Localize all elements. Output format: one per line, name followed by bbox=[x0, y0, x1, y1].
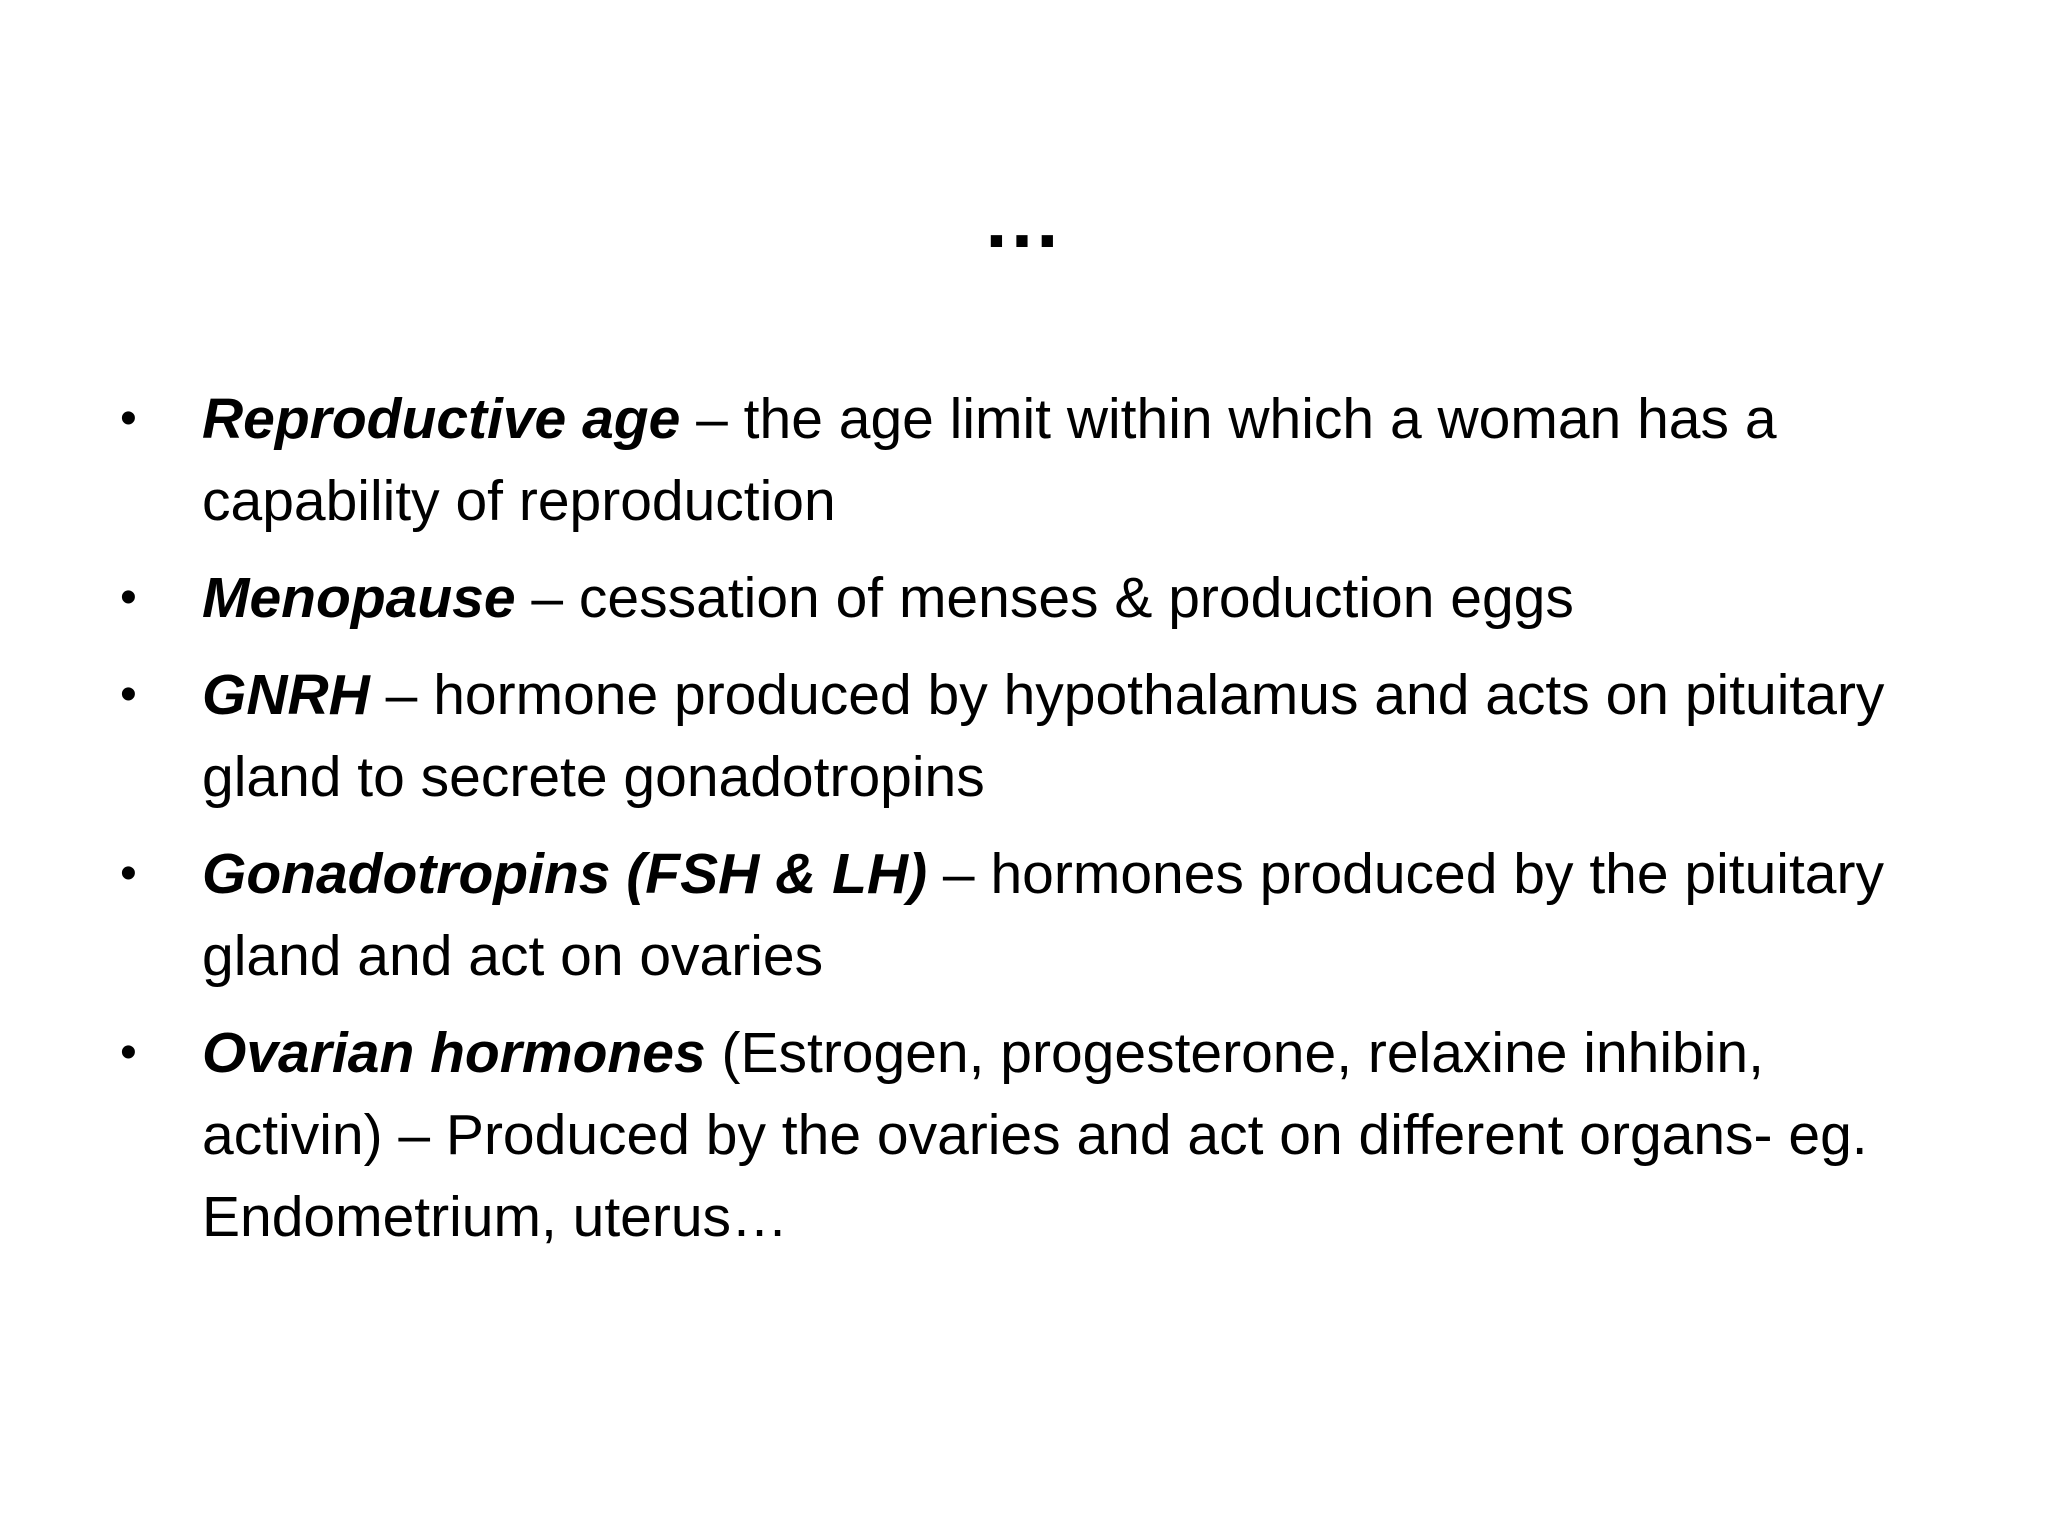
bullet-item-menopause bbox=[120, 557, 1960, 639]
bullet-icon: • bbox=[120, 1026, 137, 1079]
term-label: GNRH bbox=[202, 663, 370, 727]
bullet-list bbox=[120, 378, 1960, 1273]
bullet-item-gonadotropins bbox=[120, 833, 1960, 997]
bullet-item-reproductive-age bbox=[120, 378, 1960, 542]
definition-text: – cessation of menses & production eggs bbox=[515, 566, 1574, 630]
definition-text: – hormone produced by hypothalamus and acts on pituitary gland to secrete gonadotropins bbox=[202, 663, 1885, 809]
term-label: Reproductive age bbox=[202, 387, 681, 451]
slide-title: … bbox=[982, 175, 1066, 264]
term-label: Ovarian hormones bbox=[202, 1021, 706, 1085]
definition-text: (Estrogen, progesterone, relaxine inhibin, activin) – Produced by the ovaries and act on different organs- eg. Endometrium, uterus… bbox=[202, 1021, 1868, 1249]
bullet-item-ovarian-hormones bbox=[120, 1012, 1960, 1258]
definition-text: – hormones produced by the pituitary gland and act on ovaries bbox=[202, 842, 1884, 988]
bullet-icon: • bbox=[120, 847, 137, 900]
bullet-icon: • bbox=[120, 571, 137, 624]
definition-text: – the age limit within which a woman has a capability of reproduction bbox=[202, 387, 1777, 533]
term-label: Menopause bbox=[202, 566, 516, 630]
bullet-icon: • bbox=[120, 668, 137, 721]
bullet-item-gnrh bbox=[120, 654, 1960, 818]
term-label: Gonadotropins (FSH & LH) bbox=[202, 842, 928, 906]
bullet-icon: • bbox=[120, 392, 137, 445]
